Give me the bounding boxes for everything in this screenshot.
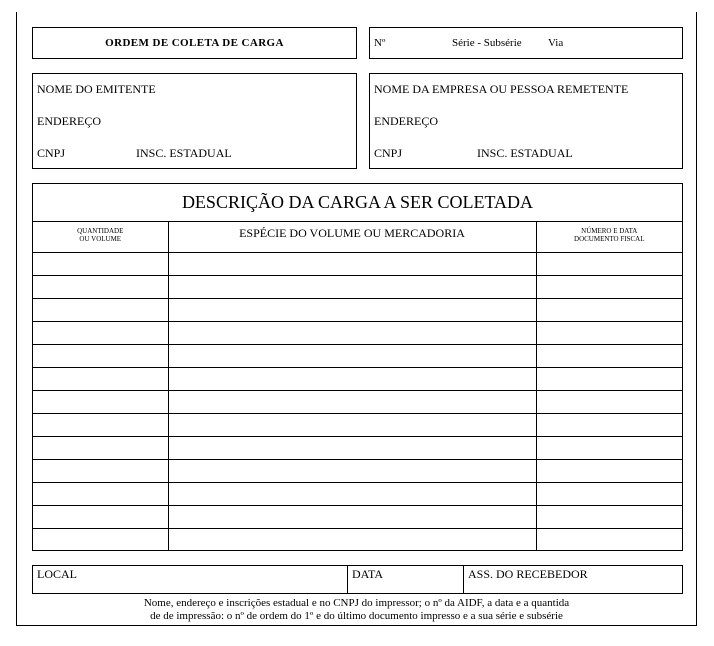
especie-cell[interactable] bbox=[168, 506, 536, 529]
numero-cell[interactable] bbox=[536, 276, 682, 299]
local-label: LOCAL bbox=[37, 567, 77, 581]
quantidade-cell[interactable] bbox=[33, 368, 168, 391]
table-row bbox=[33, 391, 682, 414]
numero-cell[interactable] bbox=[536, 529, 682, 552]
col-numero-line1: NÚMERO E DATA bbox=[581, 227, 638, 235]
table-row bbox=[33, 483, 682, 506]
remetente-box[interactable] bbox=[369, 73, 683, 169]
quantidade-cell[interactable] bbox=[33, 437, 168, 460]
especie-cell[interactable] bbox=[168, 483, 536, 506]
quantidade-cell[interactable] bbox=[33, 506, 168, 529]
data-label: DATA bbox=[352, 567, 384, 581]
serie-subserie-label: Série - Subsérie bbox=[452, 37, 522, 49]
table-row bbox=[33, 345, 682, 368]
emitente-endereco-label: ENDEREÇO bbox=[37, 114, 101, 128]
quantidade-cell[interactable] bbox=[33, 345, 168, 368]
cargo-description-title: DESCRIÇÃO DA CARGA A SER COLETADA bbox=[181, 192, 534, 212]
emitente-insc-label: INSC. ESTADUAL bbox=[136, 146, 232, 160]
cargo-description-box bbox=[32, 183, 683, 551]
col-quantidade-line1: QUANTIDADE bbox=[77, 227, 124, 235]
col-numero-line2: DOCUMENTO FISCAL bbox=[574, 235, 645, 243]
numero-cell[interactable] bbox=[536, 345, 682, 368]
numero-cell[interactable] bbox=[536, 460, 682, 483]
numero-cell[interactable] bbox=[536, 483, 682, 506]
especie-cell[interactable] bbox=[168, 253, 536, 276]
footer-line-2: de de impressão: o nº de ordem do 1º e do último documento impresso e a sua série e subsérie bbox=[150, 610, 563, 622]
data-field[interactable] bbox=[348, 566, 464, 593]
table-row bbox=[33, 276, 682, 299]
quantidade-cell[interactable] bbox=[33, 253, 168, 276]
table-row bbox=[33, 529, 682, 552]
quantidade-cell[interactable] bbox=[33, 322, 168, 345]
table-row bbox=[33, 437, 682, 460]
numero-cell[interactable] bbox=[536, 414, 682, 437]
especie-cell[interactable] bbox=[168, 391, 536, 414]
remetente-nome-label: NOME DA EMPRESA OU PESSOA REMETENTE bbox=[374, 82, 629, 96]
numero-label: Nº bbox=[374, 37, 386, 49]
quantidade-cell[interactable] bbox=[33, 414, 168, 437]
especie-cell[interactable] bbox=[168, 276, 536, 299]
numero-cell[interactable] bbox=[536, 368, 682, 391]
quantidade-cell[interactable] bbox=[33, 529, 168, 552]
cargo-table-body bbox=[33, 253, 682, 552]
table-row bbox=[33, 414, 682, 437]
especie-cell[interactable] bbox=[168, 345, 536, 368]
col-numero-header bbox=[536, 222, 682, 253]
especie-cell[interactable] bbox=[168, 460, 536, 483]
remetente-endereco-label: ENDEREÇO bbox=[374, 114, 438, 128]
numero-cell[interactable] bbox=[536, 322, 682, 345]
numero-cell[interactable] bbox=[536, 253, 682, 276]
cargo-table-header bbox=[33, 222, 682, 253]
table-row bbox=[33, 460, 682, 483]
form-title: ORDEM DE COLETA DE CARGA bbox=[105, 37, 284, 49]
ass-recebedor-label: ASS. DO RECEBEDOR bbox=[468, 567, 588, 581]
emitente-box[interactable] bbox=[32, 73, 357, 169]
emitente-nome-label: NOME DO EMITENTE bbox=[37, 82, 156, 96]
table-row bbox=[33, 253, 682, 276]
local-field[interactable] bbox=[33, 566, 348, 593]
numero-cell[interactable] bbox=[536, 506, 682, 529]
table-row bbox=[33, 299, 682, 322]
emitente-cnpj-label: CNPJ bbox=[37, 146, 66, 160]
ass-recebedor-field[interactable] bbox=[464, 566, 682, 593]
cargo-table bbox=[33, 221, 682, 551]
table-row bbox=[33, 506, 682, 529]
table-row bbox=[33, 322, 682, 345]
col-quantidade-header bbox=[33, 222, 168, 253]
especie-cell[interactable] bbox=[168, 437, 536, 460]
col-especie-header: ESPÉCIE DO VOLUME OU MERCADORIA bbox=[168, 222, 536, 253]
quantidade-cell[interactable] bbox=[33, 276, 168, 299]
numero-cell[interactable] bbox=[536, 299, 682, 322]
signature-box bbox=[32, 565, 683, 594]
number-series-box[interactable] bbox=[369, 27, 683, 59]
remetente-cnpj-label: CNPJ bbox=[374, 146, 403, 160]
col-quantidade-line2: OU VOLUME bbox=[79, 235, 122, 243]
especie-cell[interactable] bbox=[168, 368, 536, 391]
especie-cell[interactable] bbox=[168, 414, 536, 437]
especie-cell[interactable] bbox=[168, 529, 536, 552]
numero-cell[interactable] bbox=[536, 391, 682, 414]
via-label: Via bbox=[548, 37, 564, 49]
quantidade-cell[interactable] bbox=[33, 391, 168, 414]
table-row bbox=[33, 368, 682, 391]
especie-cell[interactable] bbox=[168, 299, 536, 322]
quantidade-cell[interactable] bbox=[33, 299, 168, 322]
numero-cell[interactable] bbox=[536, 437, 682, 460]
remetente-insc-label: INSC. ESTADUAL bbox=[477, 146, 573, 160]
quantidade-cell[interactable] bbox=[33, 483, 168, 506]
footer-line-1: Nome, endereço e inscrições estadual e no CNPJ do impressor; o nº da AIDF, a data e a quantida bbox=[143, 597, 570, 609]
form-title-box bbox=[32, 27, 357, 59]
quantidade-cell[interactable] bbox=[33, 460, 168, 483]
especie-cell[interactable] bbox=[168, 322, 536, 345]
